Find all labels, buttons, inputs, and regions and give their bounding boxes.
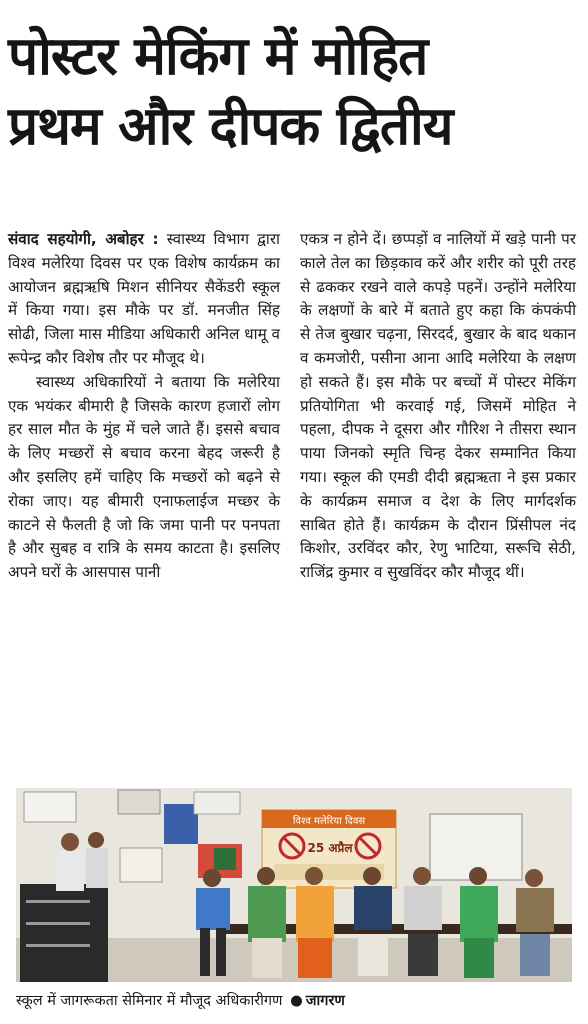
- caption-source: जागरण: [305, 993, 345, 1009]
- article-column-right: [300, 228, 576, 585]
- photo-illustration: [16, 788, 572, 982]
- article-column-left: [8, 228, 280, 585]
- byline: संवाद सहयोगी, अबोहर :: [8, 230, 159, 248]
- article-paragraph-1: [8, 228, 280, 371]
- article-paragraph-2: स्वास्थ्य अधिकारियों ने बताया कि मलेरिया एक भयंकर बीमारी है जिसके कारण हजारों लोग हर साल मौत के मुंह में चले जाते हैं। इससे बचाव के लिए मच्छरों से बचाव करना बेहद जरूरी है और इसलिए हमें चाहिए कि मच्छरों को बढ़ने से रोका जाए। यह बीमारी एनाफलाईज मच्छर के काटने से फैलती है जो कि जमा पानी पर पनपता है और सुबह व रात्रि के समय काटता है। इसलिए अपने घरों के आसपास पानी: [8, 372, 280, 582]
- headline-line-2: प्रथम और दीपक द्वितीय: [8, 96, 453, 157]
- article-paragraph-3: एकत्र न होने दें। छप्पड़ों व नालियों में खड़े पानी पर काले तेल का छिड़काव करें और शरीर को पूरी तरह से ढककर रखने वाले कपड़े पहनें। उन्होंने मलेरिया के लक्षणों के बारे में बताते हुए कहा कि कंपकंपी से तेज बुखार चढ़ना, सिरदर्द, बुखार के बाद थकान व कमजोरी, पसीना आना आदि मलेरिया के लक्षण हो सकते हैं। इस मौके पर बच्चों में पोस्टर मेकिंग प्रतियोगिता भी करवाई गई, जिसमें मोहित ने पहला, दीपक ने दूसरा और गौरिश ने तीसरा स्थान पाया जिनको स्मृति चिन्ह देकर सम्मानित किया गया। स्कूल की एमडी दीदी ब्रह्मऋता ने इस प्रकार के कार्यक्रम समाज व देश के लिए मार्गदर्शक साबित होते हैं। कार्यक्रम के दौरान प्रिंसीपल नंद किशोर, उरविंदर कौर, रेणु भाटिया, सरूचि सेठी, राजिंद्र कुमार व सुखविंदर कौर मौजूद थीं।: [300, 230, 576, 582]
- caption-bullet: ●: [290, 993, 303, 1009]
- photo-caption: [16, 990, 576, 1012]
- news-photo: [16, 788, 572, 982]
- caption-text: स्कूल में जागरूकता सेमिनार में मौजूद अधिकारीगण: [16, 993, 283, 1009]
- headline-line-1: पोस्टर मेकिंग में मोहित: [8, 26, 428, 87]
- banner-date: 25 अप्रैल: [307, 841, 353, 855]
- paragraph-1-text: स्वास्थ्य विभाग द्वारा विश्व मलेरिया दिवस पर एक विशेष कार्यक्रम का आयोजन ब्रह्मऋषि मिशन सीनियर सैकेंडरी स्कूल में किया गया। इस मौके पर डॉ. मनजीत सिंह सोढी, जिला मास मीडिया अधिकारी अनिल धामू व रूपेन्द्र कौर विशेष तौर पर मौजूद थे।: [8, 230, 280, 367]
- banner-title: विश्व मलेरिया दिवस: [292, 816, 366, 827]
- headline: [8, 22, 580, 162]
